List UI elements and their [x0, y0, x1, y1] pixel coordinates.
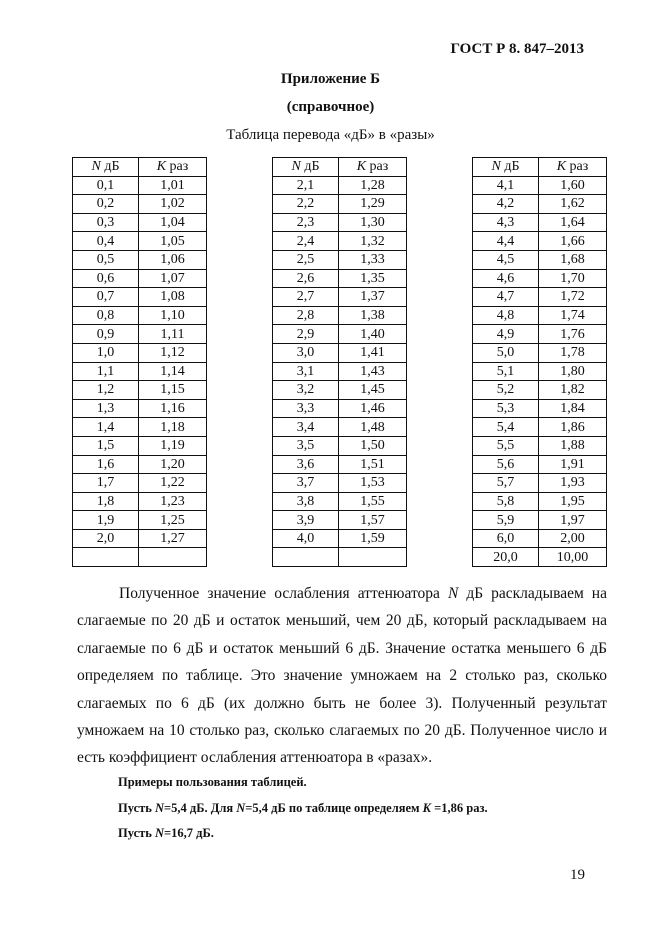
cell-n-db: 5,3	[473, 399, 539, 418]
table-row	[273, 250, 407, 269]
table-row	[473, 195, 607, 214]
table-row	[273, 269, 407, 288]
table-row	[73, 455, 207, 474]
cell-n-db: 1,6	[73, 455, 139, 474]
cell-k-times: 1,76	[539, 325, 607, 344]
header-n-db: N дБ	[473, 158, 539, 177]
table-row	[273, 529, 407, 548]
cell-k-times: 1,37	[339, 288, 407, 307]
cell-k-times: 1,15	[139, 381, 207, 400]
table-row	[273, 399, 407, 418]
cell-k-times: 1,08	[139, 288, 207, 307]
header-n-db: N дБ	[273, 158, 339, 177]
table-row	[73, 325, 207, 344]
cell-n-db: 5,6	[473, 455, 539, 474]
table-row	[473, 492, 607, 511]
appendix-subtitle: (справочное)	[286, 99, 375, 115]
table-row	[273, 474, 407, 493]
cell-n-db: 2,3	[273, 213, 339, 232]
cell-n-db: 3,1	[273, 362, 339, 381]
table-row	[473, 436, 607, 455]
cell-n-db: 2,6	[273, 269, 339, 288]
cell-n-db	[73, 548, 139, 567]
cell-n-db: 2,7	[273, 288, 339, 307]
cell-n-db: 4,9	[473, 325, 539, 344]
cell-k-times: 1,18	[139, 418, 207, 437]
table-row	[473, 325, 607, 344]
cell-k-times: 1,45	[339, 381, 407, 400]
table-row	[473, 511, 607, 530]
table-row	[473, 529, 607, 548]
cell-k-times: 1,07	[139, 269, 207, 288]
table-row	[273, 418, 407, 437]
cell-k-times: 1,70	[539, 269, 607, 288]
cell-k-times: 1,40	[339, 325, 407, 344]
cell-k-times: 1,38	[339, 306, 407, 325]
cell-k-times: 1,53	[339, 474, 407, 493]
cell-k-times: 1,25	[139, 511, 207, 530]
cell-n-db: 2,2	[273, 195, 339, 214]
table-row	[473, 343, 607, 362]
table-row	[73, 492, 207, 511]
cell-k-times: 1,04	[139, 213, 207, 232]
table-row	[273, 306, 407, 325]
table-row	[73, 176, 207, 195]
table-row	[473, 176, 607, 195]
cell-n-db: 1,2	[73, 381, 139, 400]
examples-block	[118, 770, 488, 847]
cell-n-db: 0,3	[73, 213, 139, 232]
cell-n-db: 0,8	[73, 306, 139, 325]
cell-k-times: 1,43	[339, 362, 407, 381]
table-row	[273, 548, 407, 567]
table-row	[473, 474, 607, 493]
cell-k-times: 1,23	[139, 492, 207, 511]
conversion-table-1	[72, 157, 207, 567]
cell-n-db: 3,5	[273, 436, 339, 455]
table-row	[473, 288, 607, 307]
table-row	[473, 362, 607, 381]
cell-k-times: 1,27	[139, 529, 207, 548]
table-row	[73, 195, 207, 214]
cell-n-db: 1,9	[73, 511, 139, 530]
cell-k-times: 1,72	[539, 288, 607, 307]
cell-k-times: 1,93	[539, 474, 607, 493]
cell-n-db: 0,1	[73, 176, 139, 195]
table-row	[473, 455, 607, 474]
cell-k-times: 1,55	[339, 492, 407, 511]
cell-n-db: 5,0	[473, 343, 539, 362]
cell-n-db: 6,0	[473, 529, 539, 548]
cell-k-times: 1,86	[539, 418, 607, 437]
table-row	[273, 343, 407, 362]
cell-k-times: 1,29	[339, 195, 407, 214]
cell-k-times: 1,30	[339, 213, 407, 232]
cell-n-db: 3,4	[273, 418, 339, 437]
page-number: 19	[570, 867, 585, 883]
table-row	[473, 418, 607, 437]
table-row	[473, 306, 607, 325]
cell-k-times: 1,28	[339, 176, 407, 195]
cell-n-db: 3,6	[273, 455, 339, 474]
cell-n-db: 0,7	[73, 288, 139, 307]
cell-n-db: 4,6	[473, 269, 539, 288]
table-row	[73, 343, 207, 362]
cell-n-db: 2,4	[273, 232, 339, 251]
table-row	[273, 362, 407, 381]
cell-k-times: 1,48	[339, 418, 407, 437]
table-row	[273, 213, 407, 232]
cell-n-db: 1,3	[73, 399, 139, 418]
table-row	[73, 548, 207, 567]
cell-n-db: 1,7	[73, 474, 139, 493]
cell-k-times: 1,50	[339, 436, 407, 455]
cell-n-db: 0,4	[73, 232, 139, 251]
cell-k-times: 1,66	[539, 232, 607, 251]
table-row	[473, 381, 607, 400]
table-row	[473, 399, 607, 418]
cell-n-db: 4,0	[273, 529, 339, 548]
cell-n-db: 3,2	[273, 381, 339, 400]
table-row	[73, 511, 207, 530]
header-k-times: K раз	[539, 158, 607, 177]
table-row	[273, 381, 407, 400]
cell-k-times: 1,68	[539, 250, 607, 269]
example-1: Пусть N=5,4 дБ. Для N=5,4 дБ по таблице определяем K =1,86 раз.	[118, 800, 488, 815]
cell-k-times: 1,57	[339, 511, 407, 530]
cell-n-db: 5,4	[473, 418, 539, 437]
cell-n-db: 4,3	[473, 213, 539, 232]
cell-k-times: 1,64	[539, 213, 607, 232]
table-row	[73, 436, 207, 455]
cell-k-times: 1,46	[339, 399, 407, 418]
cell-k-times: 1,84	[539, 399, 607, 418]
cell-n-db: 1,4	[73, 418, 139, 437]
table-row	[473, 548, 607, 567]
table-row	[473, 269, 607, 288]
cell-n-db: 5,2	[473, 381, 539, 400]
cell-n-db: 3,3	[273, 399, 339, 418]
cell-k-times: 1,41	[339, 343, 407, 362]
cell-k-times: 1,80	[539, 362, 607, 381]
cell-n-db	[273, 548, 339, 567]
table-row	[73, 213, 207, 232]
cell-n-db: 4,8	[473, 306, 539, 325]
cell-k-times: 1,06	[139, 250, 207, 269]
header-n-db: N дБ	[73, 158, 139, 177]
cell-k-times: 1,82	[539, 381, 607, 400]
cell-k-times: 1,74	[539, 306, 607, 325]
cell-k-times: 1,11	[139, 325, 207, 344]
cell-n-db: 0,2	[73, 195, 139, 214]
table-row	[273, 232, 407, 251]
cell-n-db: 4,5	[473, 250, 539, 269]
conversion-table-3	[472, 157, 607, 567]
cell-k-times: 1,33	[339, 250, 407, 269]
cell-k-times: 1,60	[539, 176, 607, 195]
cell-k-times: 1,02	[139, 195, 207, 214]
cell-k-times: 2,00	[539, 529, 607, 548]
cell-k-times: 1,95	[539, 492, 607, 511]
table-row	[273, 195, 407, 214]
table-row	[273, 325, 407, 344]
conversion-table-2	[272, 157, 407, 567]
table-row	[73, 250, 207, 269]
cell-k-times: 1,20	[139, 455, 207, 474]
table-row	[73, 529, 207, 548]
table-row	[473, 213, 607, 232]
cell-n-db: 4,1	[473, 176, 539, 195]
cell-n-db: 2,5	[273, 250, 339, 269]
cell-k-times	[139, 548, 207, 567]
table-row	[73, 362, 207, 381]
cell-n-db: 4,4	[473, 232, 539, 251]
cell-k-times: 1,22	[139, 474, 207, 493]
cell-k-times: 1,91	[539, 455, 607, 474]
cell-k-times: 1,62	[539, 195, 607, 214]
cell-n-db: 5,7	[473, 474, 539, 493]
table-row	[273, 436, 407, 455]
table-row	[73, 381, 207, 400]
cell-k-times: 1,97	[539, 511, 607, 530]
explanation-paragraph: Полученное значение ослабления аттенюатора N дБ раскладываем на слагаемые по 20 дБ и остаток меньший, чем 20 дБ, который раскладываем на слагаемые по 6 дБ и остаток меньший 6 дБ. Значение остатка меньшего 6 дБ определяем по таблице. Это значение умножаем на 2 столько раз, сколько слагаемых по 6 дБ (их должно быть не более 3). Полученный результат умножаем на 10 столько раз, сколько слагаемых по 20 дБ. Полученное число и есть коэффициент ослабления аттенюатора в «разах».	[77, 585, 607, 767]
header-k-times: K раз	[339, 158, 407, 177]
cell-n-db: 1,1	[73, 362, 139, 381]
cell-k-times: 1,19	[139, 436, 207, 455]
cell-n-db: 0,6	[73, 269, 139, 288]
table-row	[473, 232, 607, 251]
cell-k-times: 1,14	[139, 362, 207, 381]
cell-k-times: 1,78	[539, 343, 607, 362]
cell-n-db: 2,8	[273, 306, 339, 325]
cell-n-db: 3,8	[273, 492, 339, 511]
cell-n-db: 0,9	[73, 325, 139, 344]
cell-n-db: 2,0	[73, 529, 139, 548]
cell-n-db: 2,1	[273, 176, 339, 195]
table-row	[73, 474, 207, 493]
cell-n-db: 5,8	[473, 492, 539, 511]
cell-k-times: 1,10	[139, 306, 207, 325]
cell-n-db: 1,5	[73, 436, 139, 455]
cell-n-db: 5,1	[473, 362, 539, 381]
cell-k-times: 1,51	[339, 455, 407, 474]
cell-k-times: 1,05	[139, 232, 207, 251]
table-row	[73, 306, 207, 325]
table-row	[73, 232, 207, 251]
cell-k-times: 1,32	[339, 232, 407, 251]
cell-n-db: 3,0	[273, 343, 339, 362]
cell-n-db: 4,2	[473, 195, 539, 214]
cell-n-db: 1,8	[73, 492, 139, 511]
table-row	[273, 288, 407, 307]
appendix-title: Приложение Б	[280, 71, 381, 87]
cell-k-times: 1,88	[539, 436, 607, 455]
cell-k-times: 1,59	[339, 529, 407, 548]
cell-n-db: 0,5	[73, 250, 139, 269]
table-caption: Таблица перевода «дБ» в «разы»	[226, 127, 435, 143]
cell-k-times: 1,12	[139, 343, 207, 362]
cell-k-times	[339, 548, 407, 567]
example-2: Пусть N=16,7 дБ.	[118, 826, 214, 840]
table-row	[273, 511, 407, 530]
cell-k-times: 10,00	[539, 548, 607, 567]
table-row	[73, 399, 207, 418]
cell-n-db: 3,9	[273, 511, 339, 530]
table-row	[273, 176, 407, 195]
cell-n-db: 2,9	[273, 325, 339, 344]
cell-k-times: 1,01	[139, 176, 207, 195]
cell-n-db: 1,0	[73, 343, 139, 362]
document-header: ГОСТ Р 8. 847–2013	[450, 41, 584, 57]
table-row	[273, 492, 407, 511]
cell-k-times: 1,35	[339, 269, 407, 288]
header-k-times: K раз	[139, 158, 207, 177]
cell-n-db: 3,7	[273, 474, 339, 493]
cell-k-times: 1,16	[139, 399, 207, 418]
cell-n-db: 5,5	[473, 436, 539, 455]
table-row	[73, 269, 207, 288]
cell-n-db: 5,9	[473, 511, 539, 530]
table-row	[473, 250, 607, 269]
table-row	[273, 455, 407, 474]
table-row	[73, 288, 207, 307]
cell-n-db: 4,7	[473, 288, 539, 307]
cell-n-db: 20,0	[473, 548, 539, 567]
table-row	[73, 418, 207, 437]
examples-title: Примеры пользования таблицей.	[118, 775, 307, 789]
